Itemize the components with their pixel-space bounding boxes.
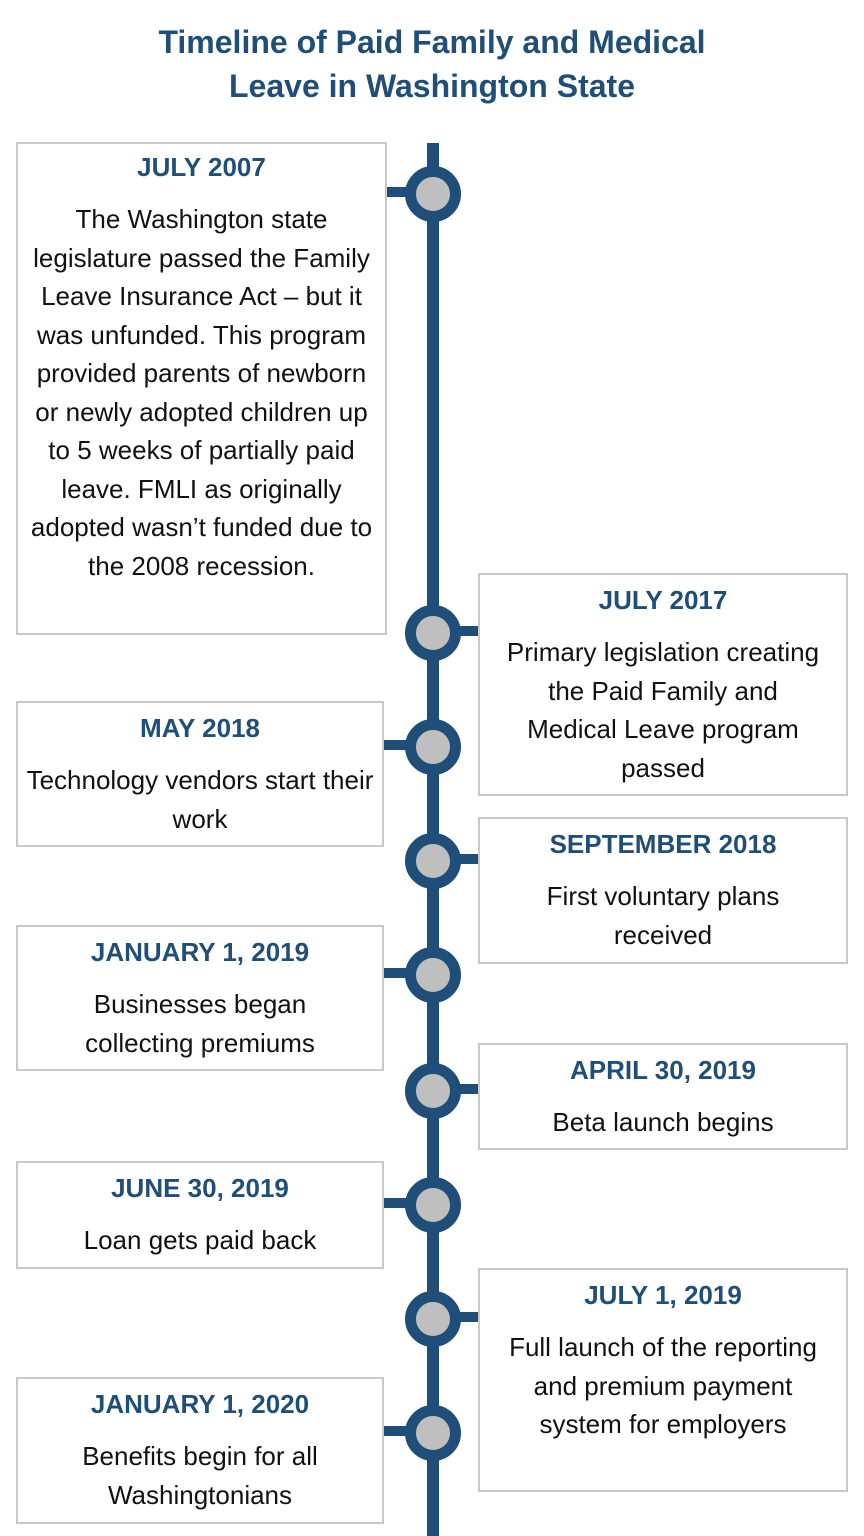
event-card-4 xyxy=(16,925,384,1071)
event-description-0: The Washington state legislature passed the Family Leave Insurance Act – but it was unfunded. This program provided parents of newborn or newly adopted children up to 5 weeks of partially paid leave. FMLI as originally adopted wasn’t funded due to the 2008 recession. xyxy=(30,204,373,581)
title-line-2: Leave in Washington State xyxy=(229,68,635,104)
event-date-1: JULY 2017 xyxy=(598,585,728,615)
event-description-5: Beta launch begins xyxy=(552,1107,774,1137)
page-title xyxy=(0,20,864,108)
event-description-3: First voluntary plans received xyxy=(546,881,780,950)
event-date-6: JUNE 30, 2019 xyxy=(111,1173,289,1203)
event-date-4: JANUARY 1, 2019 xyxy=(90,937,310,967)
event-date-8: JANUARY 1, 2020 xyxy=(90,1389,310,1419)
event-card-3 xyxy=(478,817,848,964)
event-card-1 xyxy=(478,573,848,796)
event-description-4: Businesses began collecting premiums xyxy=(85,989,315,1058)
title-line-1: Timeline of Paid Family and Medical xyxy=(158,24,706,60)
event-date-2: MAY 2018 xyxy=(140,713,260,743)
timeline-node-8 xyxy=(405,1405,461,1461)
event-card-7 xyxy=(478,1268,848,1492)
timeline-node-7 xyxy=(405,1291,461,1347)
event-card-5 xyxy=(478,1043,848,1150)
event-card-8 xyxy=(16,1377,384,1524)
event-description-7: Full launch of the reporting and premium payment system for employers xyxy=(509,1332,817,1439)
event-date-3: SEPTEMBER 2018 xyxy=(549,829,777,859)
timeline-node-3 xyxy=(405,833,461,889)
timeline-node-2 xyxy=(405,719,461,775)
event-card-6 xyxy=(16,1161,384,1269)
event-date-0: JULY 2007 xyxy=(137,152,266,182)
event-description-8: Benefits begin for all Washingtonians xyxy=(82,1441,318,1510)
event-card-0 xyxy=(16,142,387,635)
event-description-6: Loan gets paid back xyxy=(83,1225,317,1255)
timeline-node-1 xyxy=(405,605,461,661)
timeline-node-6 xyxy=(405,1177,461,1233)
event-description-1: Primary legislation creating the Paid Family and Medical Leave program passed xyxy=(506,637,820,783)
event-card-2 xyxy=(16,701,384,847)
event-date-7: JULY 1, 2019 xyxy=(584,1280,742,1310)
timeline-node-0 xyxy=(405,166,461,222)
timeline-node-5 xyxy=(405,1063,461,1119)
event-description-2: Technology vendors start their work xyxy=(26,765,374,834)
timeline-node-4 xyxy=(405,947,461,1003)
event-date-5: APRIL 30, 2019 xyxy=(570,1055,756,1085)
